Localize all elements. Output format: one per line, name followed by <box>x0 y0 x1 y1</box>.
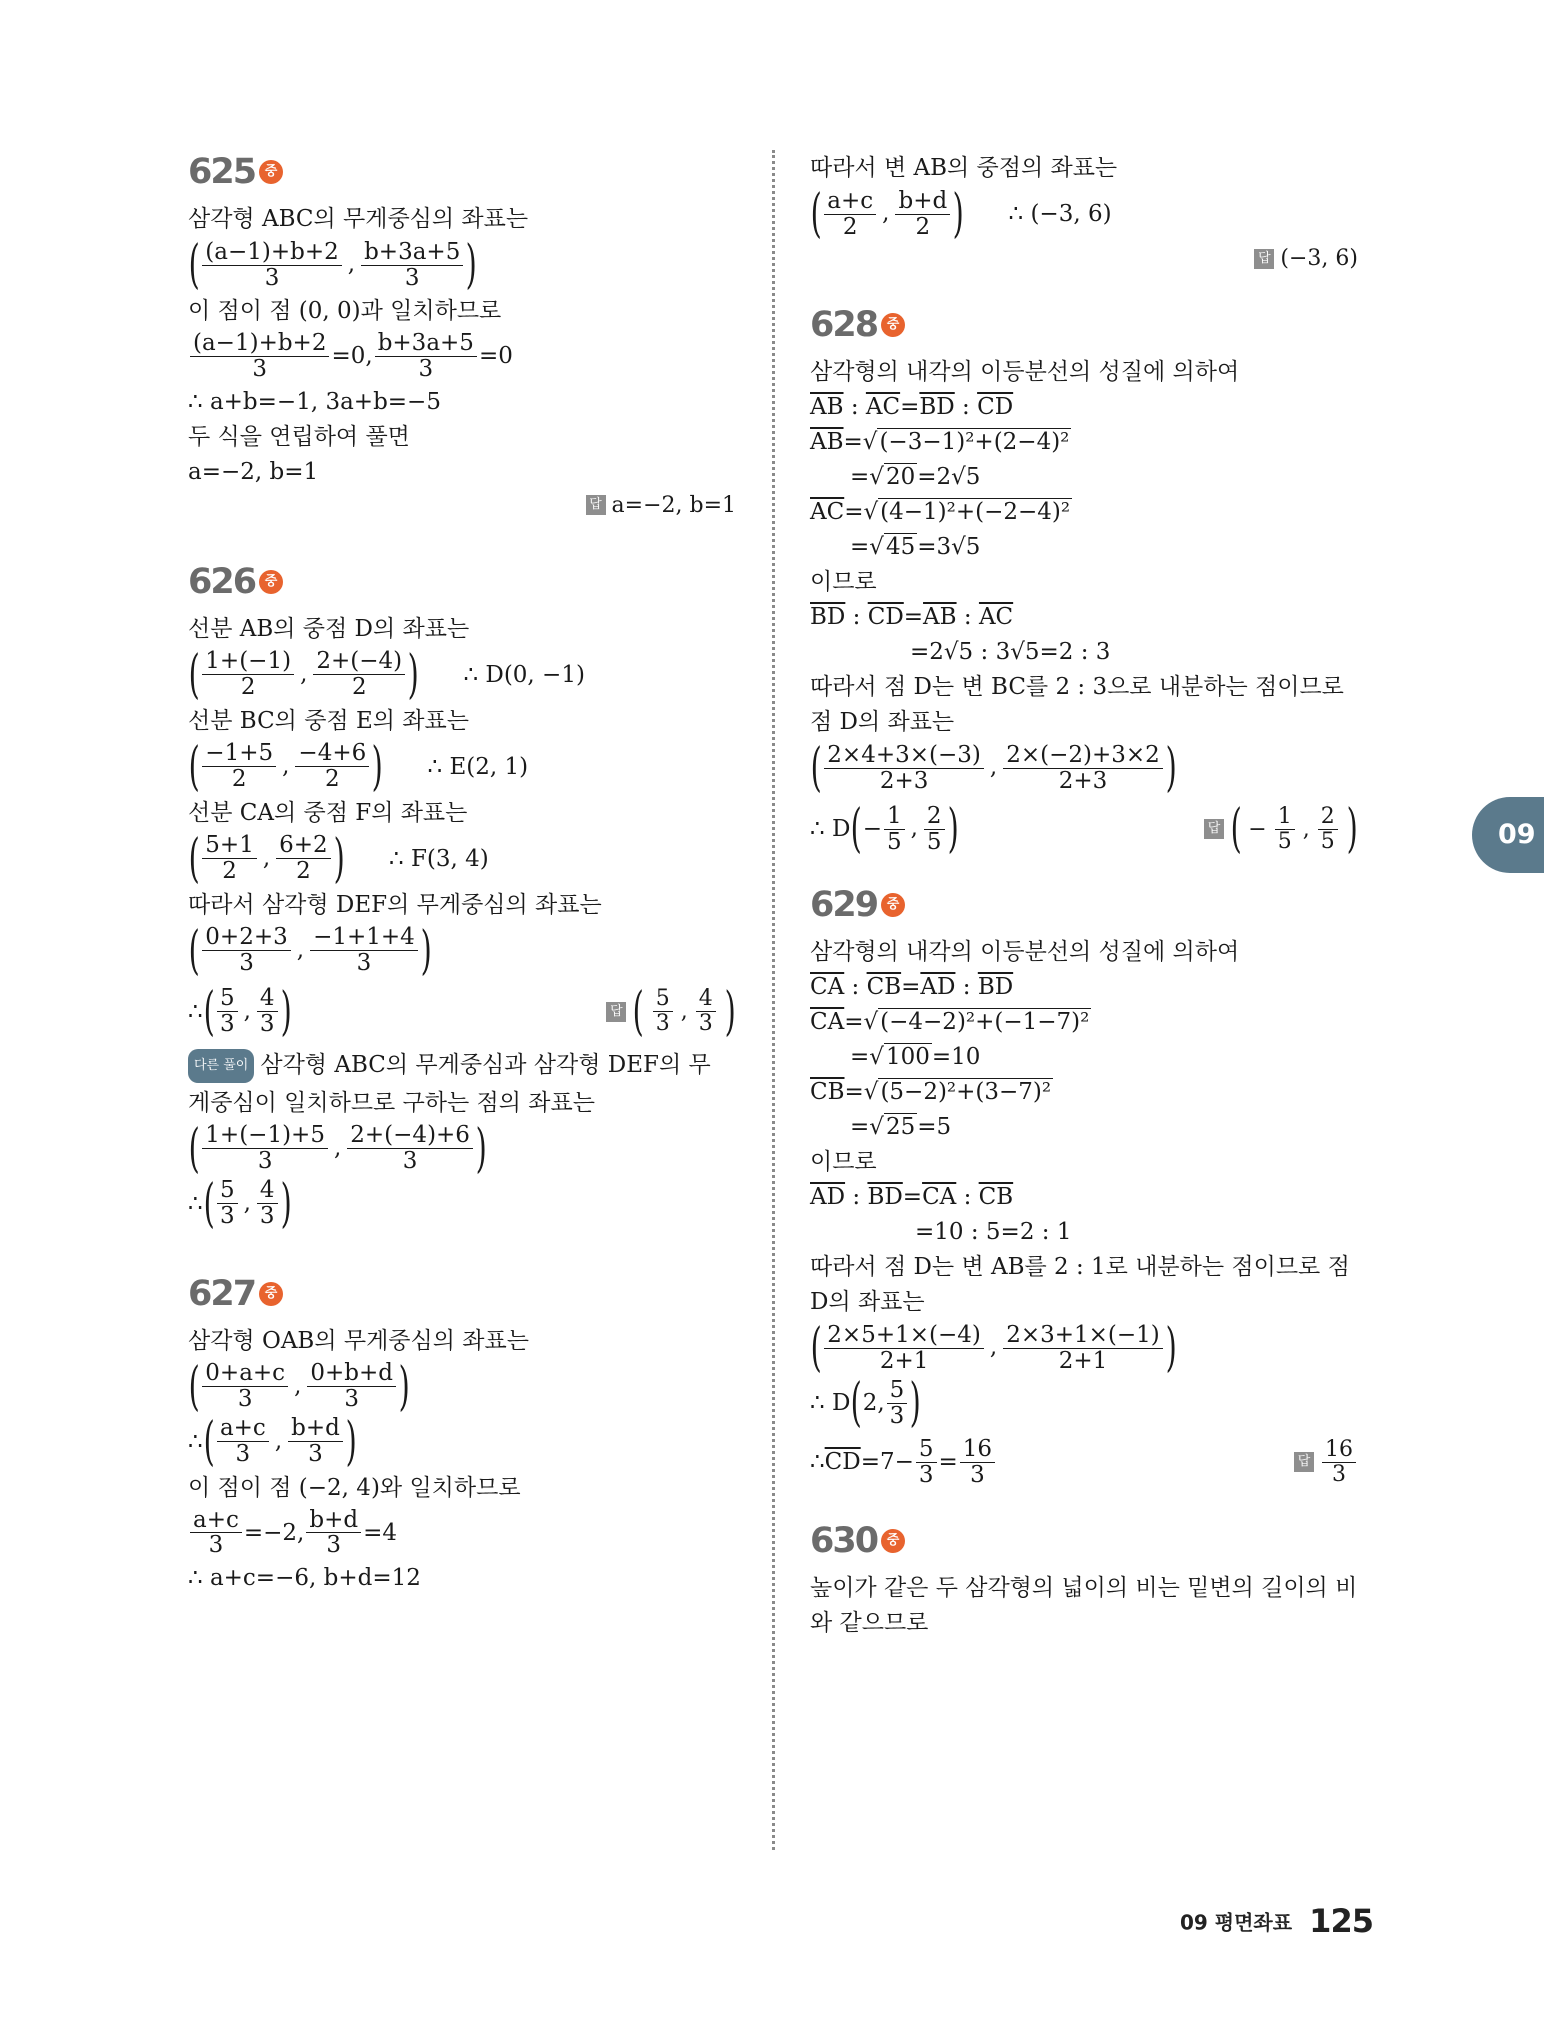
other-method-label: 다른 풀이 <box>188 1049 254 1083</box>
math-line: ( $\frac{2\times 5+1\times(-4)}{2+1}$ , $\frac{2\times 3+1\times(-1)}{2+1}$ ) <box>810 1318 1177 1378</box>
math-line: $\overline{AB}=√(-3-1)^2+(2-4)^2$ <box>810 429 1070 455</box>
text-line: 삼각형 OAB의 무게중심의 좌표는 <box>188 1327 529 1354</box>
math-line: =√100=10 <box>850 1044 981 1070</box>
problem-number: 628 중 <box>810 301 1358 349</box>
fraction: $\frac{(a-1)+b+2}{3}$ <box>202 240 341 291</box>
answer-line: 답 a=−2, b=1 <box>188 493 736 518</box>
answer-mark: 답 <box>1254 249 1274 269</box>
text-line: 이므로 <box>810 1149 877 1175</box>
answer-mark: 답 <box>606 1002 626 1022</box>
problem-number: 627 중 <box>188 1270 736 1318</box>
text-line: 삼각형 ABC의 무게중심의 좌표는 <box>188 206 529 232</box>
ratio-line: $\overline{BD}$ : $\overline{CD}=\overline{AB}$ : $\overline{AC}$ <box>810 604 1014 630</box>
math-line: $\overline{CB}=√(5-2)^2+(3-7)^2$ <box>810 1079 1052 1105</box>
math-line: ( $\frac{a+c}{2}$ , $\frac{b+d}{2}$ ) ∴ (−3, 6) <box>810 184 1112 244</box>
text-line: 이 점이 점 (0, 0)과 일치하므로 <box>188 298 502 324</box>
text-line: 이 점이 점 (−2, 4)와 일치하므로 <box>188 1474 521 1501</box>
level-badge: 중 <box>259 160 283 184</box>
answer-line: 답 $\frac{16}{3}$ <box>1294 1438 1358 1487</box>
math-line: ( $\frac{-1+5}{2}$ , $\frac{-4+6}{2}$ ) ∴ E(2, 1) <box>188 736 529 797</box>
math-line: =√45=3√5 <box>850 534 981 560</box>
problem-629 <box>810 881 1358 1493</box>
math-line: ∴ $\overline{CD}$ =7− $\frac{5}{3}$ = $\frac{16}{3}$ <box>810 1437 997 1488</box>
math-line: ( $\frac{1+(-1)+5}{3}$ , $\frac{2+(-4)+6}{3}$ ) <box>188 1118 487 1179</box>
answer-mark: 답 <box>1204 819 1224 839</box>
math-line: $\overline{AC}=√(4-1)^2+(-2-4)^2$ <box>810 499 1071 525</box>
level-badge: 중 <box>259 570 283 594</box>
level-badge: 중 <box>881 313 905 337</box>
text-line: 높이가 같은 두 삼각형의 넓이의 비는 밑변의 길이의 비 <box>810 1574 1358 1601</box>
math-line: ( $\frac{1+(-1)}{2}$ , $\frac{2+(-4)}{2}$ ) ∴ D(0, −1) <box>188 644 585 705</box>
math-line: ∴ ( $\frac{5}{3}$ , $\frac{4}{3}$ ) <box>188 1173 292 1234</box>
right-column <box>810 148 1358 1678</box>
math-line: ( $\frac{0+2+3}{3}$ , $\frac{-1+1+4}{3}$ ) <box>188 920 432 981</box>
level-badge: 중 <box>881 893 905 917</box>
problem-number: 625 중 <box>188 148 736 196</box>
result-row <box>810 1432 1358 1493</box>
text-line: 게중심이 일치하므로 구하는 점의 좌표는 <box>188 1089 595 1116</box>
math-line: ∴ D ( − $\frac{1}{5}$ , $\frac{2}{5}$ ) <box>810 799 959 859</box>
math-line: ∴ D ( 2, $\frac{5}{3}$ ) <box>810 1373 922 1433</box>
math-line: ( $\frac{5+1}{2}$ , $\frac{6+2}{2}$ ) ∴ F(3, 4) <box>188 828 489 889</box>
level-badge: 중 <box>881 1529 905 1553</box>
answer-line: 답 ( − $\frac{1}{5}$ , $\frac{2}{5}$ ) <box>1204 803 1358 855</box>
math-line: ( $\frac{0+a+c}{3}$ , $\frac{0+b+d}{3}$ ) <box>188 1356 410 1417</box>
math-line: ( $\frac{(a-1)+b+2}{3}$ , $\frac{b+3a+5}{3}$ ) <box>188 235 478 295</box>
text-line: 와 같으므로 <box>810 1609 929 1636</box>
math-line: ∴ ( $\frac{5}{3}$ , $\frac{4}{3}$ ) <box>188 981 292 1042</box>
result-row <box>188 980 736 1044</box>
text-line: 따라서 변 AB의 중점의 좌표는 <box>810 155 1118 181</box>
ratio-line: $\overline{CA}$ : $\overline{CB}=\overline{AD}$ : $\overline{BD}$ <box>810 974 1014 1000</box>
problem-627 <box>188 1270 736 1594</box>
math-line: =2√5 : 3√5=2 : 3 <box>910 639 1111 665</box>
level-badge: 중 <box>259 1282 283 1306</box>
math-line: =√20=2√5 <box>850 464 981 490</box>
text-line: 두 식을 연립하여 풀면 <box>188 423 410 450</box>
problem-625 <box>188 148 736 518</box>
math-line: =10 : 5=2 : 1 <box>915 1219 1072 1245</box>
math-line: $\frac{a+c}{3}$ =−2, $\frac{b+d}{3}$ =4 <box>188 1508 736 1559</box>
text-line: 이므로 <box>810 569 877 595</box>
math-line: ∴ ( $\frac{a+c}{3}$ , $\frac{b+d}{3}$ ) <box>188 1411 357 1472</box>
text-line: 삼각형의 내각의 이등분선의 성질에 의하여 <box>810 939 1240 965</box>
problem-number: 626 중 <box>188 558 736 606</box>
math-line: $\frac{(a-1)+b+2}{3}$ =0, $\frac{b+3a+5}{3}$ =0 <box>188 331 736 382</box>
result-row <box>810 797 1358 861</box>
problem-number: 629 중 <box>810 881 1358 929</box>
answer-line: 답 (−3, 6) <box>810 246 1358 271</box>
problem-626 <box>188 558 736 1234</box>
ratio-line: $\overline{AD}$ : $\overline{BD}=\overline{CA}$ : $\overline{CB}$ <box>810 1184 1014 1210</box>
text-line: ∴ a+b=−1, 3a+b=−5 <box>188 388 441 415</box>
text-line: a=−2, b=1 <box>188 458 319 485</box>
problem-number: 630 중 <box>810 1517 1358 1565</box>
math-line: =√25=5 <box>850 1114 952 1140</box>
problem-627-continued <box>810 153 1358 271</box>
chapter-label: 09 평면좌표 <box>1180 1910 1293 1935</box>
text-line: 따라서 삼각형 DEF의 무게중심의 좌표는 <box>188 891 602 918</box>
text-line: D의 좌표는 <box>810 1289 925 1315</box>
problem-630 <box>810 1517 1358 1638</box>
other-method-line: 다른 풀이 삼각형 ABC의 무게중심과 삼각형 DEF의 무 <box>188 1049 736 1083</box>
page-footer <box>1180 1902 1373 1940</box>
text-line: ∴ a+c=−6, b+d=12 <box>188 1565 421 1592</box>
math-line: $\overline{CA}=√(-4-2)^2+(-1-7)^2$ <box>810 1009 1090 1035</box>
page-number: 125 <box>1309 1902 1373 1940</box>
math-line: ( $\frac{2\times 4+3\times(-3)}{2+3}$ , $\frac{2\times(-2)+3\times 2}{2+3}$ ) <box>810 738 1177 798</box>
text-line: 선분 BC의 중점 E의 좌표는 <box>188 707 469 734</box>
text-line: 따라서 점 D는 변 AB를 2 : 1로 내분하는 점이므로 점 <box>810 1254 1350 1280</box>
text-line: 따라서 점 D는 변 BC를 2 : 3으로 내분하는 점이므로 <box>810 674 1344 700</box>
problem-628 <box>810 301 1358 861</box>
answer-mark: 답 <box>586 495 606 515</box>
text-line: 선분 AB의 중점 D의 좌표는 <box>188 615 470 642</box>
chapter-side-tab: 09 <box>1472 797 1544 873</box>
ratio-line: $\overline{AB}$ : $\overline{AC}=\overline{BD}$ : $\overline{CD}$ <box>810 394 1014 420</box>
text-line: 선분 CA의 중점 F의 좌표는 <box>188 799 468 826</box>
text-line: 삼각형의 내각의 이등분선의 성질에 의하여 <box>810 359 1240 385</box>
left-column <box>188 148 736 1633</box>
fraction: $\frac{b+3a+5}{3}$ <box>361 240 463 291</box>
text-line: 점 D의 좌표는 <box>810 709 955 735</box>
column-divider <box>772 150 775 1850</box>
answer-line: 답 ( $\frac{5}{3}$ , $\frac{4}{3}$ ) <box>606 986 736 1038</box>
answer-mark: 답 <box>1294 1452 1314 1472</box>
